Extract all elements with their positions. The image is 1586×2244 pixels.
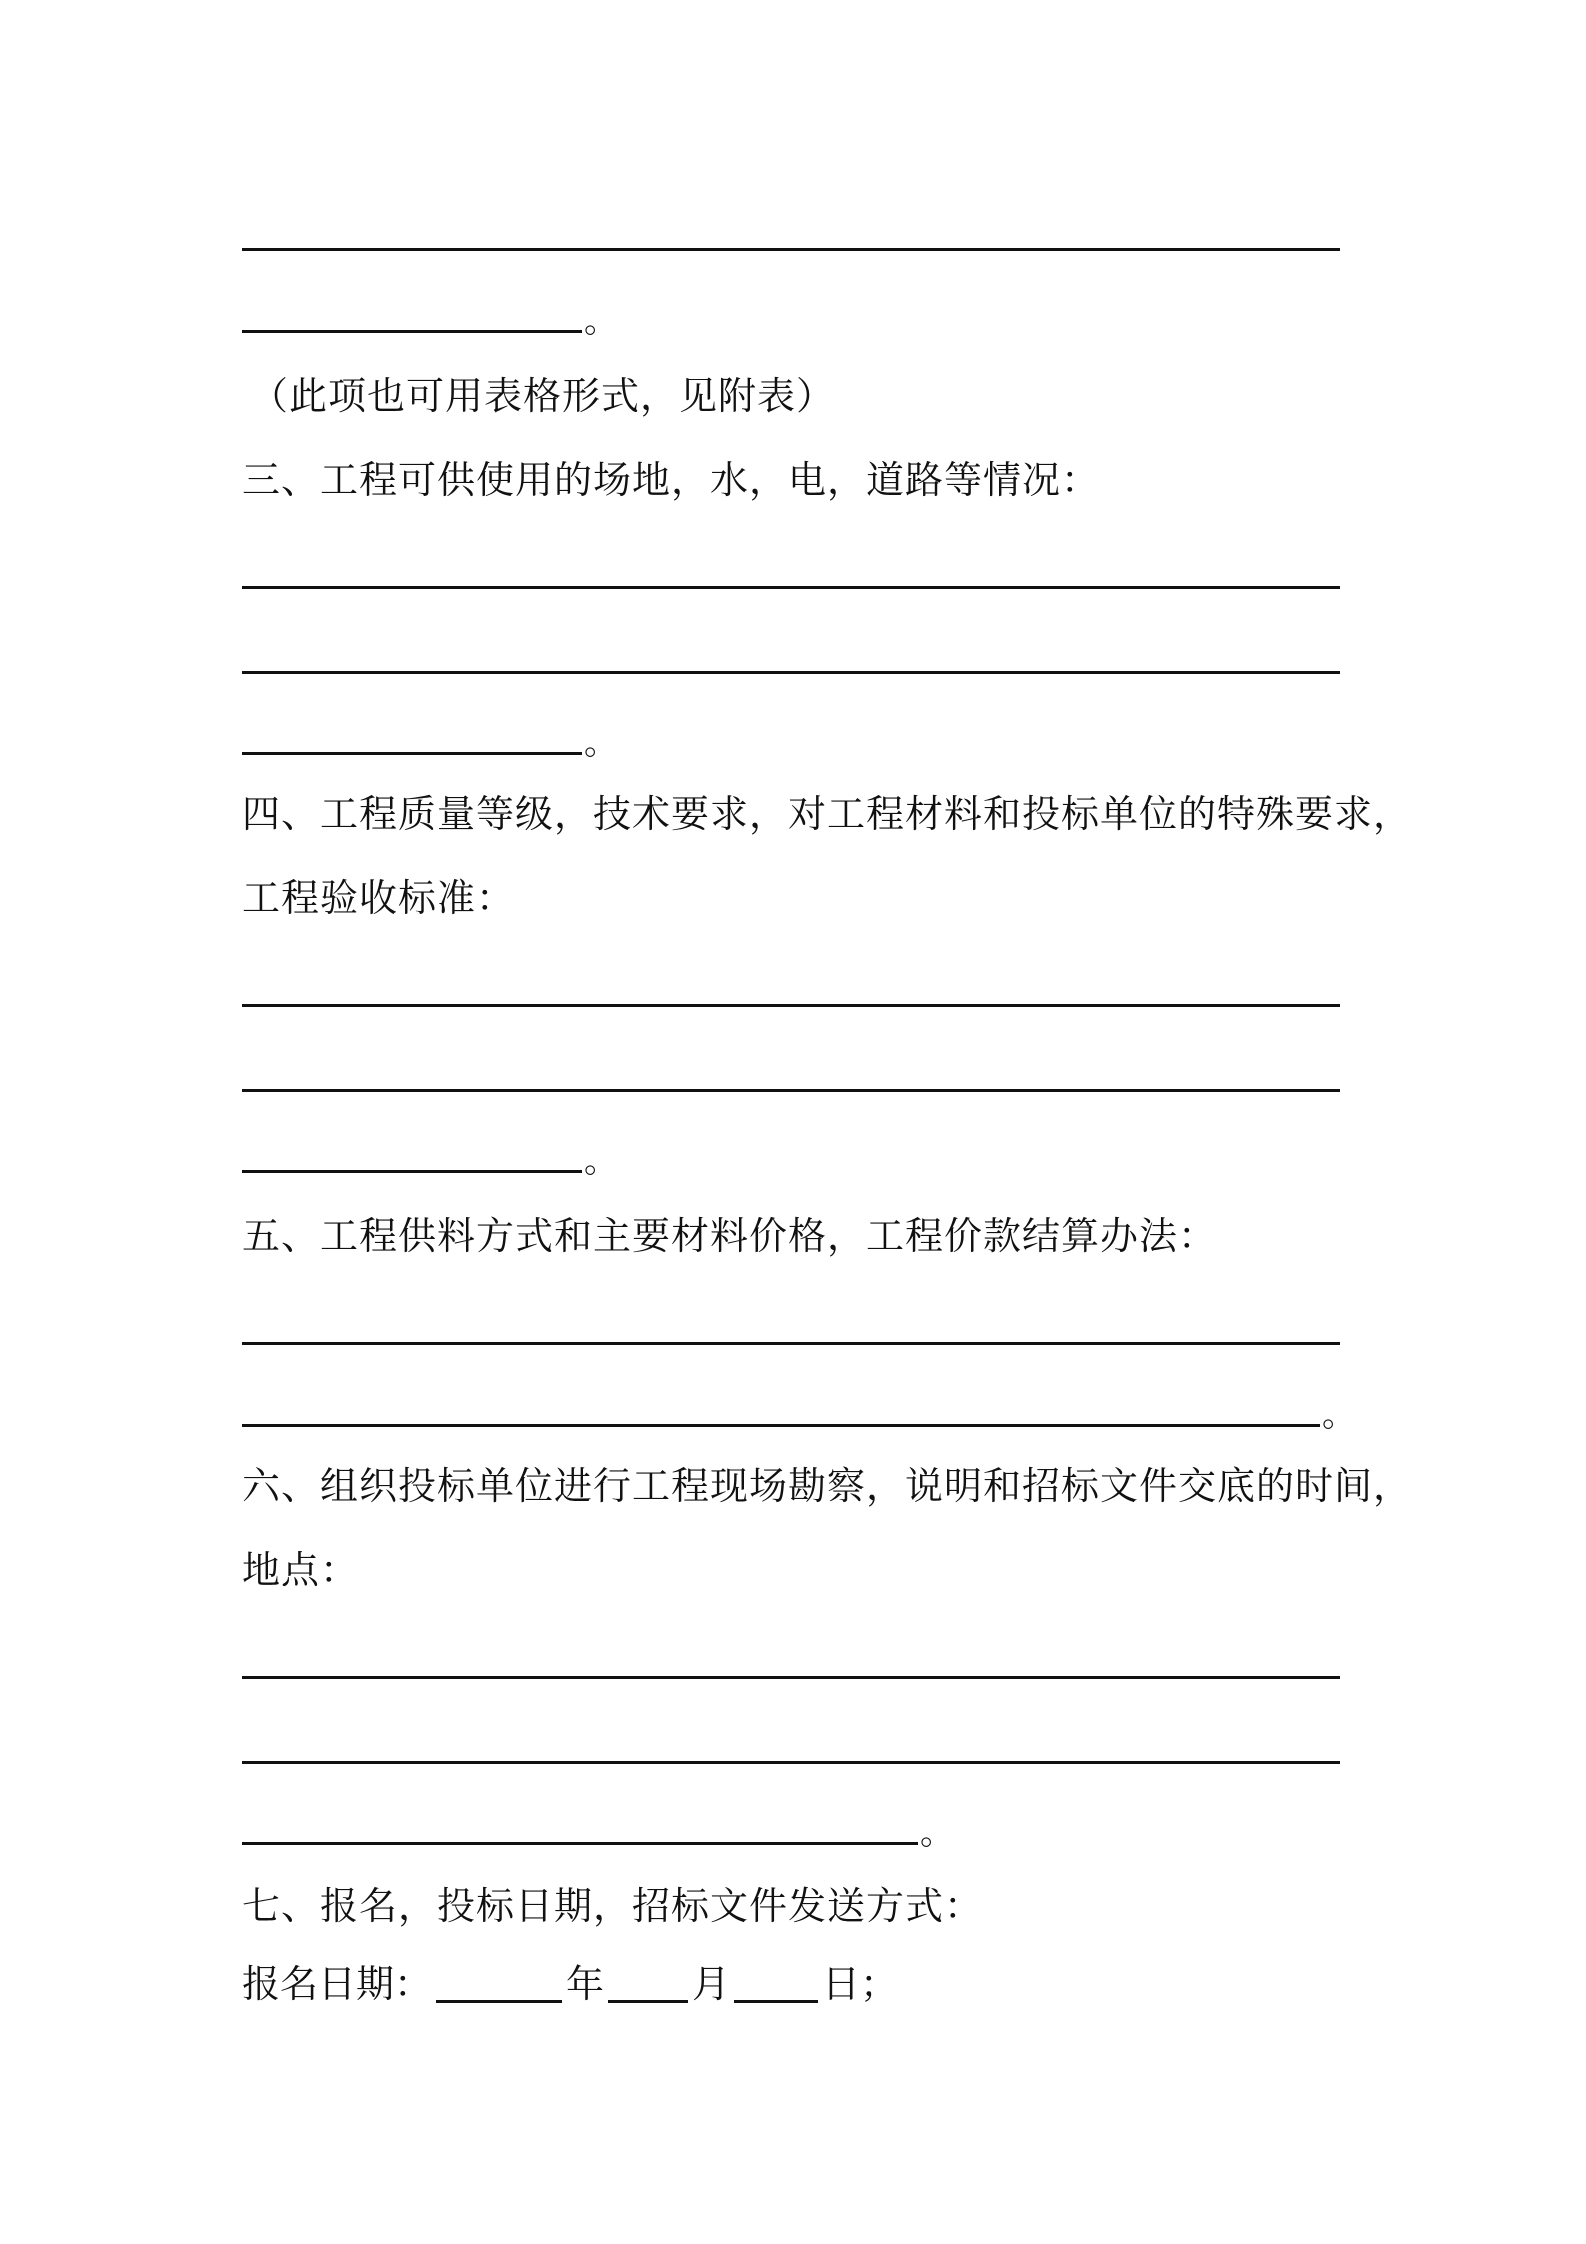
fill-line[interactable] [242, 1004, 1340, 1007]
registration-label: 报名日期： [242, 1962, 433, 2006]
year-field[interactable] [436, 2000, 562, 2003]
fill-line[interactable] [242, 671, 1340, 674]
fill-line[interactable] [242, 1424, 1320, 1427]
period: 。 [584, 723, 618, 763]
section-7-heading: 七、报名，投标日期，招标文件发送方式： [242, 1884, 984, 1928]
fill-line[interactable] [242, 330, 582, 333]
section-3-heading: 三、工程可供使用的场地，水，电，道路等情况： [242, 458, 1101, 502]
fill-line[interactable] [242, 1342, 1340, 1345]
fill-line[interactable] [242, 1842, 918, 1845]
section-4-heading: 四、工程质量等级，技术要求，对工程材料和投标单位的特殊要求， [242, 792, 1413, 836]
section-5-heading: 五、工程供料方式和主要材料价格，工程价款结算办法： [242, 1214, 1218, 1258]
section-6-heading: 六、组织投标单位进行工程现场勘察，说明和招标文件交底的时间， [242, 1464, 1413, 1508]
period: 。 [584, 1141, 618, 1181]
section-6-heading-cont: 地点： [242, 1548, 360, 1592]
day-label: 日； [822, 1962, 899, 2006]
section-4-heading-cont: 工程验收标准： [242, 876, 516, 920]
fill-line[interactable] [242, 586, 1340, 589]
fill-line[interactable] [242, 752, 582, 755]
fill-line[interactable] [242, 1170, 582, 1173]
year-label: 年 [566, 1962, 605, 2006]
period: 。 [920, 1813, 954, 1853]
fill-line[interactable] [242, 1676, 1340, 1679]
month-field[interactable] [608, 2000, 688, 2003]
period: 。 [1322, 1395, 1356, 1435]
table-note: （此项也可用表格形式，见附表） [250, 374, 836, 418]
registration-date-line [242, 1960, 898, 2008]
fill-line[interactable] [242, 1761, 1340, 1764]
day-field[interactable] [734, 2000, 818, 2003]
month-label: 月 [692, 1962, 731, 2006]
fill-line[interactable] [242, 248, 1340, 251]
fill-line[interactable] [242, 1089, 1340, 1092]
period: 。 [584, 301, 618, 341]
